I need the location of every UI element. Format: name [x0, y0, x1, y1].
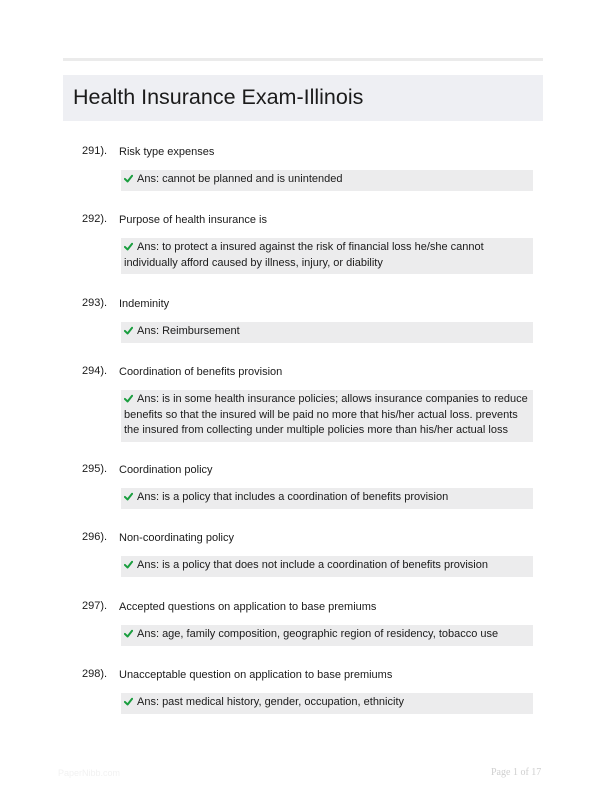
question-number: 297).: [82, 600, 108, 612]
answer-text: Ans: is a policy that includes a coordination of benefits provision: [137, 491, 449, 503]
top-divider: [63, 58, 543, 61]
question-number: 298).: [82, 668, 108, 680]
answer-text: Ans: is a policy that does not include a coordination of benefits provision: [137, 559, 488, 571]
checkmark-icon: [124, 697, 133, 706]
answer-text: Ans: to protect a insured against the risk of financial loss he/she cannot individually afford caused by illness, injury, or diability: [124, 241, 484, 269]
question-text: Purpose of health insurance is: [119, 214, 267, 226]
question-text: Accepted questions on application to base premiums: [119, 601, 377, 613]
answer-box: [121, 322, 533, 343]
question-text: Coordination policy: [119, 464, 213, 476]
question-number: 293).: [82, 297, 108, 309]
answer-text: Ans: Reimbursement: [137, 325, 240, 337]
question-text: Indeminity: [119, 298, 170, 310]
question-text: Coordination of benefits provision: [119, 366, 283, 378]
question-number: 296).: [82, 531, 108, 543]
question-number: 295).: [82, 463, 108, 475]
answer-box: [121, 390, 533, 442]
answer-text: Ans: is in some health insurance policies; allows insurance companies to reduce benefits so that the insured will be paid no more that his/her actual loss. prevents the insured from collecting under multiple policies more than his/her actual loss: [124, 393, 528, 436]
question-number: 291).: [82, 145, 108, 157]
page-title: Health Insurance Exam-Illinois: [73, 85, 364, 109]
answer-box: [121, 488, 533, 509]
answer-box: [121, 556, 533, 577]
question-text: Risk type expenses: [119, 146, 215, 158]
answer-text: Ans: past medical history, gender, occupation, ethnicity: [137, 696, 404, 708]
question-number: 294).: [82, 365, 108, 377]
answer-text: Ans: age, family composition, geographic region of residency, tobacco use: [137, 628, 499, 640]
checkmark-icon: [124, 560, 133, 569]
checkmark-icon: [124, 394, 133, 403]
page-number: Page 1 of 17: [491, 767, 542, 778]
title-banner: [63, 75, 543, 121]
footer-watermark: PaperNibb.com: [58, 768, 121, 778]
answer-box: [121, 625, 533, 646]
question-number: 292).: [82, 213, 108, 225]
checkmark-icon: [124, 326, 133, 335]
answer-text: Ans: cannot be planned and is unintended: [137, 173, 343, 185]
question-text: Non-coordinating policy: [119, 532, 234, 544]
checkmark-icon: [124, 492, 133, 501]
checkmark-icon: [124, 629, 133, 638]
answer-box: [121, 170, 533, 191]
question-text: Unacceptable question on application to base premiums: [119, 669, 393, 681]
checkmark-icon: [124, 242, 133, 251]
answer-box: [121, 693, 533, 714]
answer-box: [121, 238, 533, 274]
checkmark-icon: [124, 174, 133, 183]
